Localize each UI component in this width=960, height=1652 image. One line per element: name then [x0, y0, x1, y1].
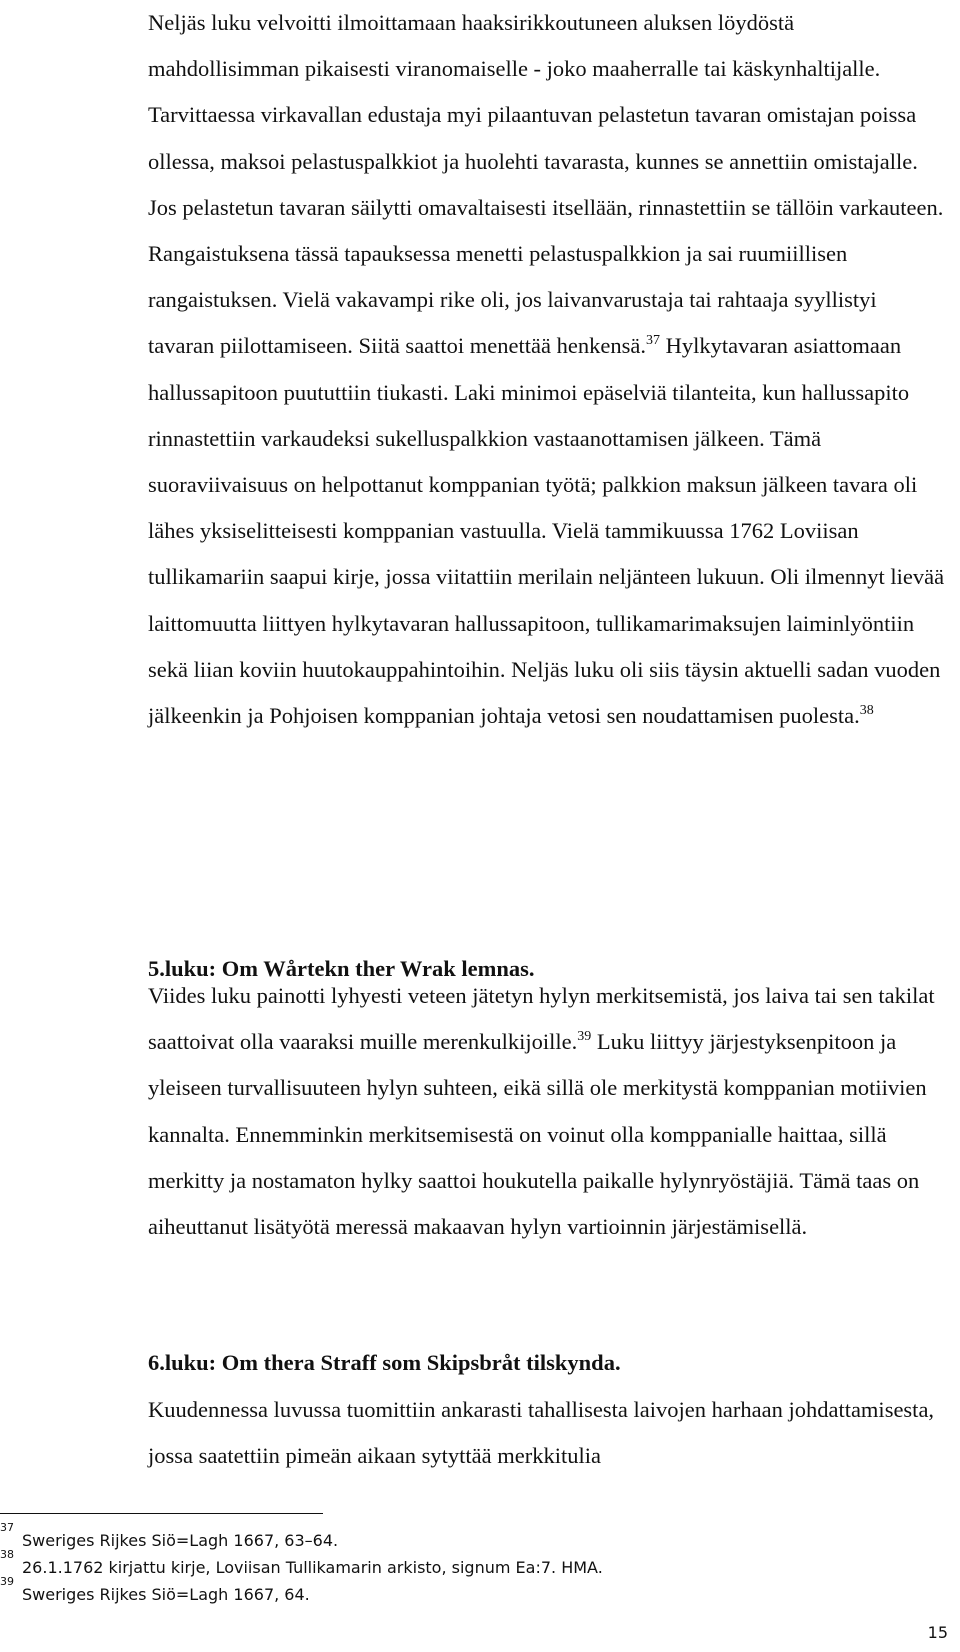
- paragraph-text: Viides luku painotti lyhyesti veteen jätetyn hylyn merkitsemistä, jos laiva tai sen takilat saattoivat olla vaaraksi muille merenkulkijoille.: [148, 983, 935, 1055]
- footnote-37: [0, 1521, 940, 1554]
- footnote-number: 38: [0, 1548, 14, 1561]
- chapter-heading-5: 5.luku: Om Wårtekn ther Wrak lemnas.: [148, 956, 535, 981]
- page-number: 15: [927, 1623, 948, 1642]
- footnote-39: [0, 1575, 940, 1608]
- footnote-38: [0, 1548, 940, 1581]
- chapter-heading-6: 6.luku: Om thera Straff som Skipsbråt tilskynda.: [148, 1350, 621, 1375]
- body-paragraph-chapter-5: [148, 973, 948, 1250]
- footnote-text: Sweriges Rijkes Siö=Lagh 1667, 63–64.: [22, 1531, 339, 1550]
- footnote-reference: 37: [645, 333, 660, 349]
- footnote-text: 26.1.1762 kirjattu kirje, Loviisan Tullikamarin arkisto, signum Ea:7. HMA.: [22, 1558, 603, 1577]
- paragraph-text: Neljäs luku velvoitti ilmoittamaan haaksirikkoutuneen aluksen löydöstä mahdollisimman pikaisesti viranomaiselle - joko maaherralle tai käskynhaltijalle. Tarvittaessa virkavallan edustaja myi pilaantuvan pelastetun tavaran omistajan poissa ollessa, maksoi pelastuspalkkiot ja huolehti tavarasta, kunnes se annettiin omistajalle. Jos pelastetun tavaran säilytti omavaltaisesti itsellään, rinnastettiin se tällöin varkauteen. Rangaistuksena tässä tapauksessa menetti pelastuspalkkion ja sai ruumiillisen rangaistuksen. Vielä vakavampi rike oli, jos laivanvarustaja tai rahtaaja syyllistyi tavaran piilottamiseen. Siitä saattoi menettää henkensä.: [148, 10, 944, 359]
- paragraph-text: Luku liittyy järjestyksenpitoon ja yleiseen turvallisuuteen hylyn suhteen, eikä sillä ole merkitystä komppanian motiivien kannalta. Ennemminkin merkitsemisestä on voinut olla komppanialle haittaa, sillä merkitty ja nostamaton hylky saattoi houkutella paikalle hylynryöstäjiä. Tämä taas on aiheuttanut lisätyötä meressä makaavan hylyn vartioinnin järjestämisellä.: [148, 1029, 927, 1240]
- footnote-number: 39: [0, 1575, 14, 1588]
- footnote-reference: 38: [859, 703, 874, 719]
- footnote-reference: 39: [577, 1029, 592, 1045]
- footnote-text: Sweriges Rijkes Siö=Lagh 1667, 64.: [22, 1585, 310, 1604]
- paragraph-text: Hylkytavaran asiattomaan hallussapitoon puututtiin tiukasti. Laki minimoi epäselviä tilanteita, kun hallussapito rinnastettiin varkaudeksi sukelluspalkkion vastaanottamisen jälkeen. Tämä suoraviivaisuus on helpottanut komppanian työtä; palkkion maksun jälkeen tavara oli lähes yksiselitteisesti komppanian vastuulla. Vielä tammikuussa 1762 Loviisan tullikamariin saapui kirje, jossa viitattiin merilain neljänteen lukuun. Oli ilmennyt lievää laittomuutta liittyen hylkytavaran hallussapitoon, tullikamarimaksujen laiminlyöntiin sekä liian koviin huutokauppahintoihin. Neljäs luku oli siis täysin aktuelli sadan vuoden jälkeenkin ja Pohjoisen komppanian johtaja vetosi sen noudattamisen puolesta.: [148, 333, 945, 729]
- footnote-separator: [0, 1513, 323, 1514]
- footnotes: [0, 1521, 940, 1608]
- body-paragraph-chapter-4: [148, 0, 948, 739]
- body-paragraph-chapter-6: Kuudennessa luvussa tuomittiin ankarasti tahallisesta laivojen harhaan johdattamisesta, jossa saatettiin pimeän aikaan sytyttää merkkitulia: [148, 1397, 935, 1469]
- footnote-number: 37: [0, 1521, 14, 1534]
